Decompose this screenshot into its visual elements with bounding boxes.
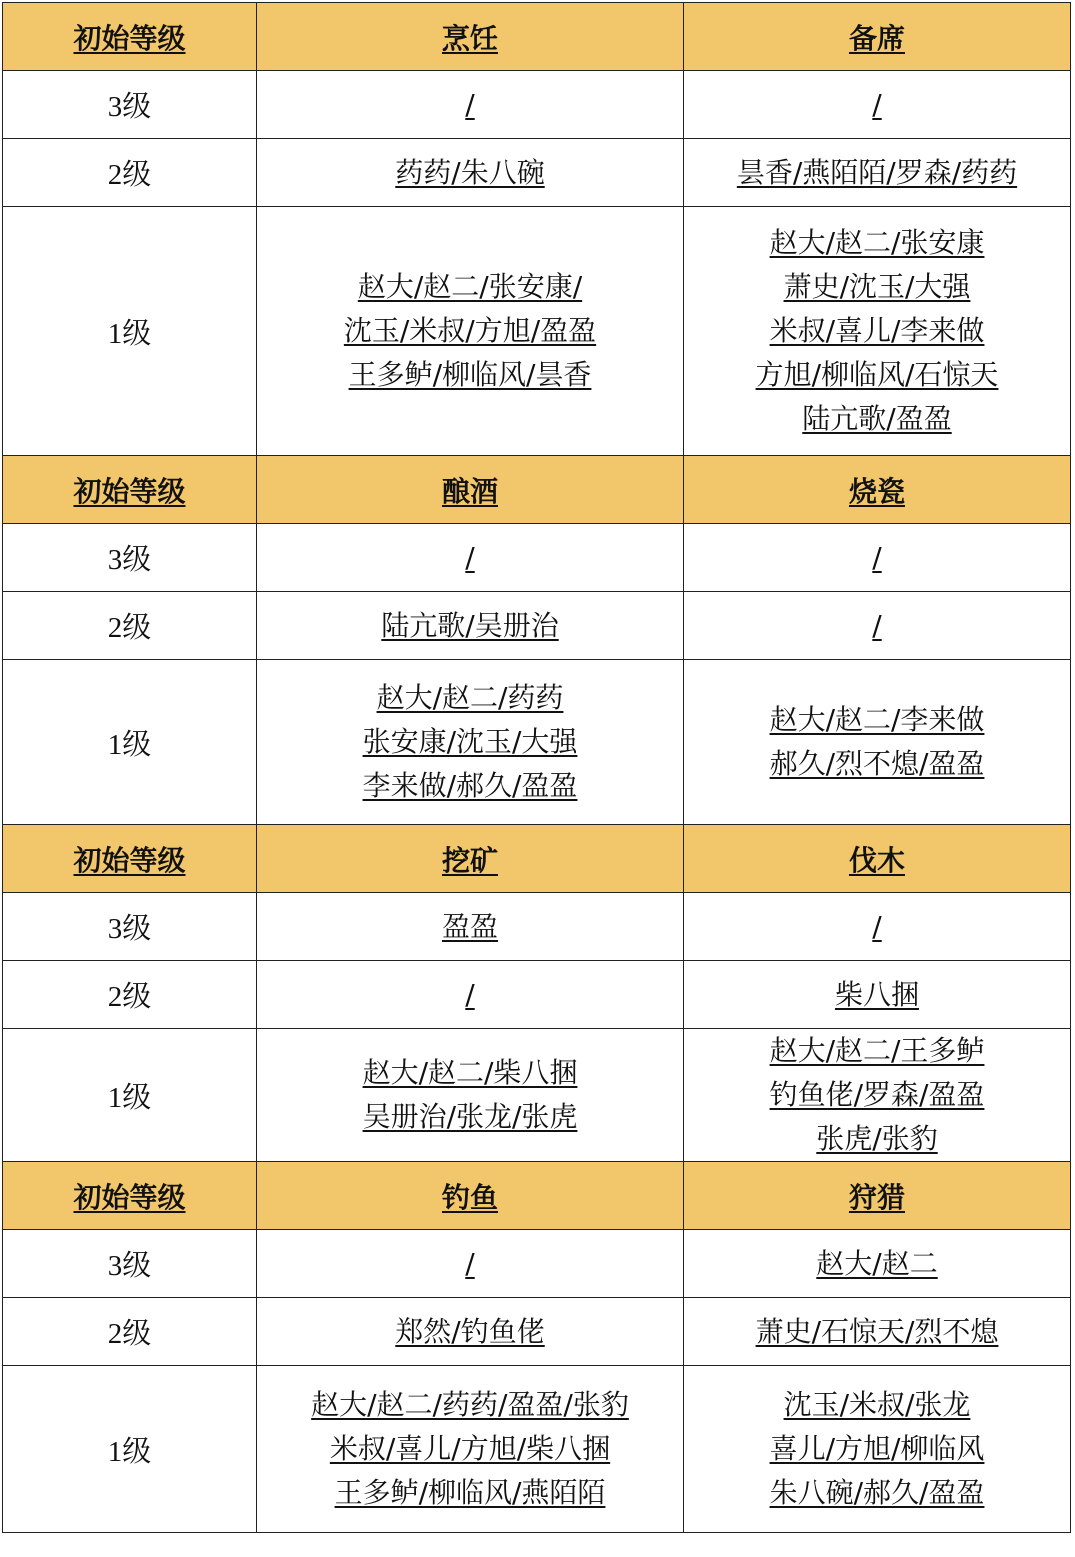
- names-line: 盈盈: [441, 909, 498, 943]
- names-cell: [684, 524, 1071, 592]
- names-line: 米叔/喜儿/李来做: [769, 314, 985, 347]
- header-label: 初始等级: [73, 21, 186, 55]
- skill-column-header: [684, 3, 1071, 71]
- level-cell: 2级: [3, 961, 257, 1029]
- names-line: 赵大/赵二/柴八捆: [362, 1056, 578, 1089]
- names-line: 米叔/喜儿/方旭/柴八捆: [329, 1432, 611, 1465]
- names-line: 萧史/沈玉/大强: [783, 270, 971, 303]
- table-row: [3, 139, 1071, 207]
- section-header-row: [3, 456, 1071, 524]
- level-cell: 3级: [3, 1230, 257, 1298]
- skill-level-table: [2, 2, 1071, 1533]
- names-cell: [684, 1366, 1071, 1533]
- names-cell: [257, 961, 684, 1029]
- names-line: 赵大/赵二/张安康/: [357, 270, 583, 303]
- level-column-header: [3, 3, 257, 71]
- names-cell: [684, 893, 1071, 961]
- names-cell: [684, 1029, 1071, 1162]
- names-cell: [684, 139, 1071, 207]
- names-cell: [257, 592, 684, 660]
- level-cell: 3级: [3, 893, 257, 961]
- table-row: [3, 961, 1071, 1029]
- table-row: [3, 1029, 1071, 1162]
- header-label: 初始等级: [73, 1180, 186, 1214]
- names-line: 方旭/柳临风/石惊天: [755, 358, 999, 391]
- names-line: /: [465, 977, 475, 1011]
- names-cell: [257, 71, 684, 139]
- header-label: 烧瓷: [848, 474, 905, 508]
- names-line: 赵大/赵二/李来做: [769, 703, 985, 736]
- table-row: [3, 207, 1071, 456]
- names-line: 赵大/赵二: [816, 1246, 938, 1280]
- names-line: 赵大/赵二/药药: [376, 681, 564, 714]
- names-line: 李来做/郝久/盈盈: [362, 769, 578, 802]
- level-cell: 1级: [3, 1029, 257, 1162]
- skill-column-header: [684, 1162, 1071, 1230]
- names-line: 沈玉/米叔/张龙: [783, 1388, 971, 1421]
- table-row: [3, 71, 1071, 139]
- table-row: [3, 592, 1071, 660]
- skill-column-header: [257, 825, 684, 893]
- level-cell: 2级: [3, 1298, 257, 1366]
- skill-column-header: [257, 1162, 684, 1230]
- level-cell: 1级: [3, 1366, 257, 1533]
- names-line: 朱八碗/郝久/盈盈: [769, 1476, 985, 1509]
- names-line: 吴册治/张龙/张虎: [362, 1100, 578, 1133]
- names-cell: [684, 961, 1071, 1029]
- header-label: 烹饪: [441, 21, 498, 55]
- names-line: 沈玉/米叔/方旭/盈盈: [343, 314, 597, 347]
- header-label: 备席: [848, 21, 905, 55]
- names-line: 张安康/沈玉/大强: [362, 725, 578, 758]
- level-cell: 1级: [3, 660, 257, 825]
- header-label: 酿酒: [441, 474, 498, 508]
- names-line: /: [465, 540, 475, 574]
- names-line: 王多鲈/柳临风/昙香: [348, 358, 592, 391]
- header-label: 钓鱼: [441, 1180, 498, 1214]
- level-cell: 2级: [3, 139, 257, 207]
- names-cell: [684, 207, 1071, 456]
- level-column-header: [3, 1162, 257, 1230]
- names-line: 柴八捆: [834, 977, 919, 1011]
- names-cell: [257, 1029, 684, 1162]
- names-cell: [257, 660, 684, 825]
- names-cell: [684, 592, 1071, 660]
- level-cell: 3级: [3, 524, 257, 592]
- header-label: 狩猎: [848, 1180, 905, 1214]
- level-cell: 3级: [3, 71, 257, 139]
- names-cell: [257, 139, 684, 207]
- skill-column-header: [257, 3, 684, 71]
- names-cell: [257, 1366, 684, 1533]
- table-row: [3, 1298, 1071, 1366]
- names-cell: [684, 1298, 1071, 1366]
- names-cell: [684, 71, 1071, 139]
- header-label: 挖矿: [441, 843, 498, 877]
- level-column-header: [3, 456, 257, 524]
- table-row: [3, 1230, 1071, 1298]
- header-label: 初始等级: [73, 843, 186, 877]
- header-label: 初始等级: [73, 474, 186, 508]
- names-line: 萧史/石惊天/烈不熄: [755, 1314, 999, 1348]
- names-cell: [257, 524, 684, 592]
- section-header-row: [3, 1162, 1071, 1230]
- section-header-row: [3, 825, 1071, 893]
- names-line: /: [872, 540, 882, 574]
- table-row: [3, 660, 1071, 825]
- names-line: 陆亢歌/吴册治: [381, 608, 559, 642]
- names-cell: [257, 1298, 684, 1366]
- names-line: 王多鲈/柳临风/燕陌陌: [334, 1476, 606, 1509]
- names-line: 药药/朱八碗: [395, 155, 545, 189]
- names-cell: [257, 1230, 684, 1298]
- names-cell: [684, 1230, 1071, 1298]
- table-row: [3, 524, 1071, 592]
- skill-column-header: [684, 456, 1071, 524]
- names-line: 郝久/烈不熄/盈盈: [769, 747, 985, 780]
- section-header-row: [3, 3, 1071, 71]
- skill-column-header: [684, 825, 1071, 893]
- names-line: /: [872, 909, 882, 943]
- names-line: 赵大/赵二/王多鲈: [769, 1034, 985, 1067]
- names-line: /: [465, 1246, 475, 1280]
- names-line: /: [465, 87, 475, 121]
- names-line: 赵大/赵二/张安康: [769, 226, 985, 259]
- level-column-header: [3, 825, 257, 893]
- level-cell: 1级: [3, 207, 257, 456]
- names-line: 昙香/燕陌陌/罗森/药药: [736, 155, 1018, 189]
- names-line: 郑然/钓鱼佬: [395, 1314, 545, 1348]
- names-line: /: [872, 87, 882, 121]
- skill-column-header: [257, 456, 684, 524]
- names-line: 钓鱼佬/罗森/盈盈: [769, 1078, 985, 1111]
- names-line: /: [872, 608, 882, 642]
- names-line: 陆亢歌/盈盈: [802, 402, 952, 435]
- names-line: 张虎/张豹: [816, 1122, 938, 1155]
- names-cell: [257, 893, 684, 961]
- names-cell: [257, 207, 684, 456]
- level-cell: 2级: [3, 592, 257, 660]
- table-row: [3, 893, 1071, 961]
- header-label: 伐木: [848, 843, 905, 877]
- names-line: 喜儿/方旭/柳临风: [769, 1432, 985, 1465]
- table-row: [3, 1366, 1071, 1533]
- names-cell: [684, 660, 1071, 825]
- names-line: 赵大/赵二/药药/盈盈/张豹: [311, 1388, 629, 1421]
